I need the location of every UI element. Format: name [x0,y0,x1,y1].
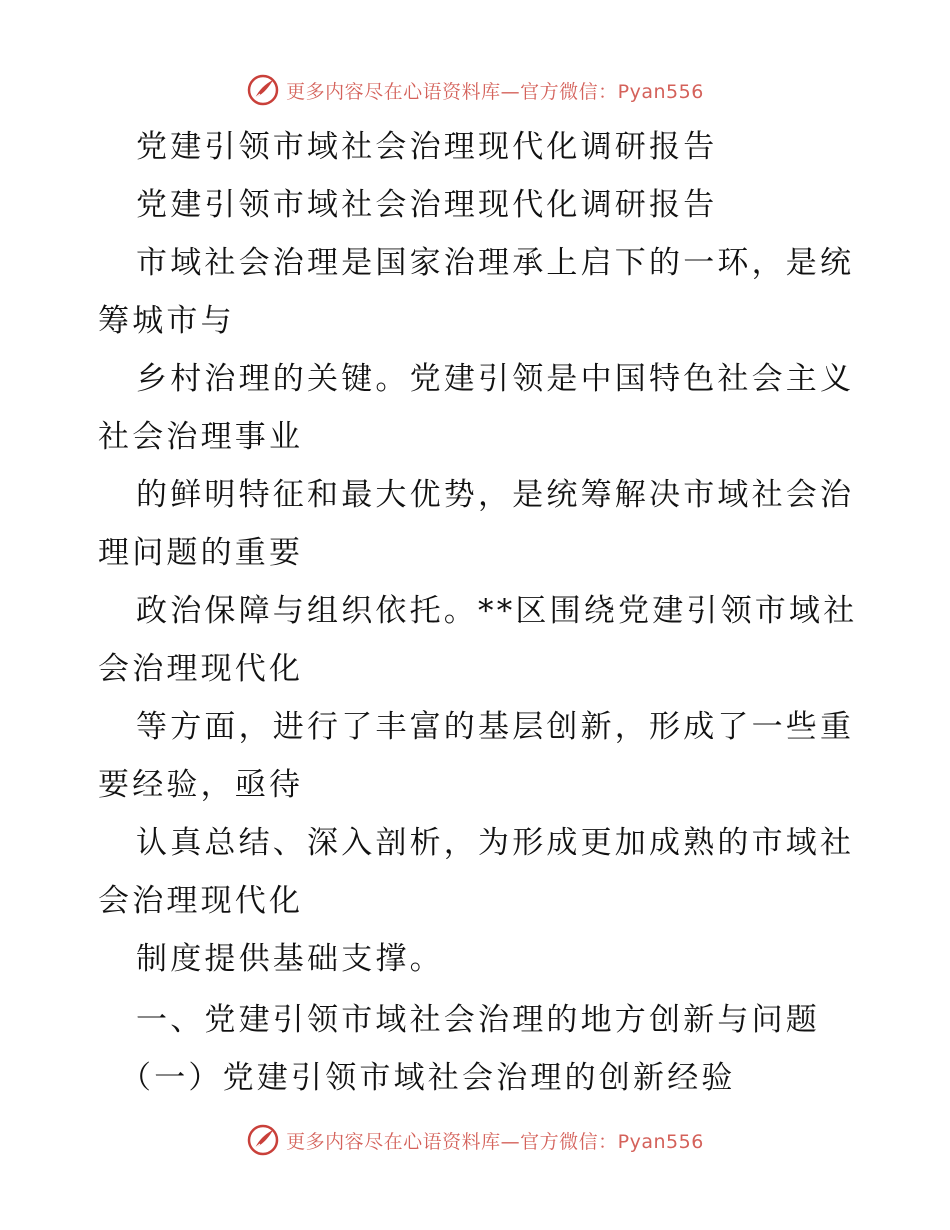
paragraph-line: 会治理现代化 [98,651,304,687]
paragraph-line: 政治保障与组织依托。**区围绕党建引领市域社 [136,593,858,629]
quill-pen-logo-icon [246,73,280,107]
paragraph-line: 要经验，亟待 [98,767,304,803]
paragraph-line: 社会治理事业 [98,419,304,455]
paragraph-line: 制度提供基础支撑。 [136,941,444,977]
paragraph-line: 等方面，进行了丰富的基层创新，形成了一些重 [136,709,855,745]
doc-title: 党建引领市域社会治理现代化调研报告 [136,129,718,165]
subsection-heading: （一）党建引领市域社会治理的创新经验 [120,1060,736,1096]
paragraph-line: 筹城市与 [98,303,235,339]
section-heading: 一、党建引领市域社会治理的地方创新与问题 [136,1002,820,1038]
doc-title-repeat: 党建引领市域社会治理现代化调研报告 [136,187,718,223]
paragraph-line: 理问题的重要 [98,535,304,571]
footer-watermark [0,1120,950,1160]
paragraph-line: 会治理现代化 [98,883,304,919]
watermark-text: 更多内容尽在心语资料库—官方微信：Pyan556 [286,80,704,103]
quill-pen-logo-icon [246,1123,280,1157]
paragraph-line: 认真总结、深入剖析，为形成更加成熟的市域社 [136,825,855,861]
paragraph-line: 市域社会治理是国家治理承上启下的一环，是统 [136,245,855,281]
watermark-text: 更多内容尽在心语资料库—官方微信：Pyan556 [286,1130,704,1153]
header-watermark [0,70,950,110]
paragraph-line: 的鲜明特征和最大优势，是统筹解决市域社会治 [136,477,855,513]
paragraph-line: 乡村治理的关键。党建引领是中国特色社会主义 [136,361,855,397]
